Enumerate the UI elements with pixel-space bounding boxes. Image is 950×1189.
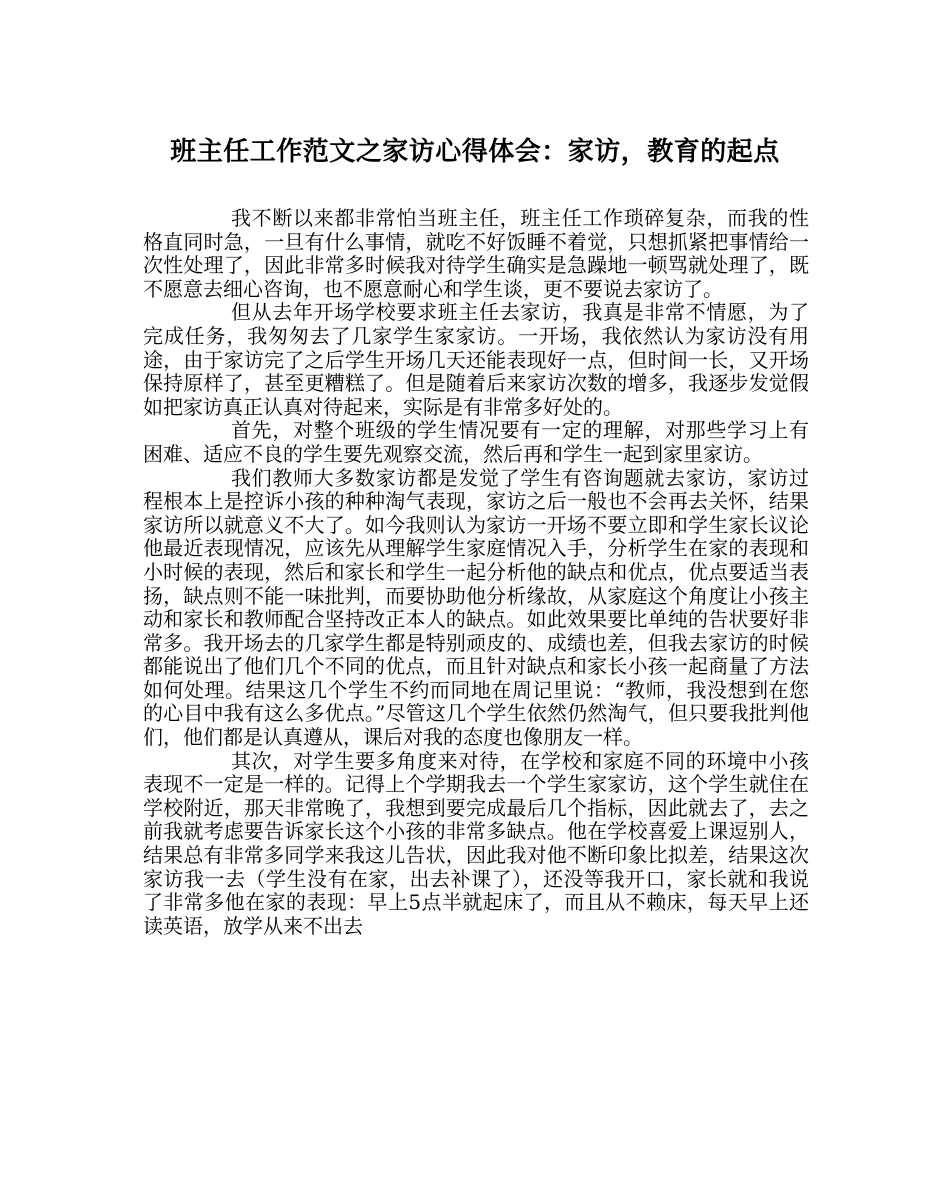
paragraph: 我们教师大多数家访都是发觉了学生有咨询题就去家访，家访过程根本上是控诉小孩的种种淘气表现，家访之后一般也不会再去关怀，结果家访所以就意义不大了。如今我则认为家访一开场不要立即和学生家长议论他最近表现情况，应该先从理解学生家庭情况入手，分析学生在家的表现和小时候的表现，然后和家长和学生一起分析他的缺点和优点，优点要适当表扬，缺点则不能一味批判，而要协助他分析缘故，从家庭这个角度让小孩主动和家长和教师配合坚持改正本人的缺点。如此效果要比单纯的告状要好非常多。我开场去的几家学生都是特别顽皮的、成绩也差，但我去家访的时候都能说出了他们几个不同的优点，而且针对缺点和家长小孩一起商量了方法如何处理。结果这几个学生不约而同地在周记里说：“教师，我没想到在您的心目中我有这么多优点。”尽管这几个学生依然仍然淘气，但只要我批判他们，他们都是认真遵从，课后对我的态度也像朋友一样。 bbox=[143, 465, 809, 750]
paragraph: 其次，对学生要多角度来对待，在学校和家庭不同的环境中小孩表现不一定是一样的。记得上个学期我去一个学生家家访，这个学生就住在学校附近，那天非常晚了，我想到要完成最后几个指标，因此就去了，去之前我就考虑要告诉家长这个小孩的非常多缺点。他在学校喜爱上课逗别人，结果总有非常多同学来我这儿告状，因此我对他不断印象比拟差，结果这次家访我一去（学生没有在家，出去补课了），还没等我开口，家长就和我说了非常多他在家的表现：早上5点半就起床了，而且从不赖床，每天早上还读英语，放学从来不出去 bbox=[143, 748, 809, 938]
paragraph: 但从去年开场学校要求班主任去家访，我真是非常不情愿，为了完成任务，我匆匆去了几家学生家家访。一开场，我依然认为家访没有用途，由于家访完了之后学生开场几天还能表现好一点，但时间一长，又开场保持原样了，甚至更糟糕了。但是随着后来家访次数的增多，我逐步发觉假如把家访真正认真对待起来，实际是有非常多好处的。 bbox=[143, 300, 809, 419]
paragraph: 首先，对整个班级的学生情况要有一定的理解，对那些学习上有困难、适应不良的学生要先观察交流，然后再和学生一起到家里家访。 bbox=[143, 418, 809, 466]
paragraph: 我不断以来都非常怕当班主任，班主任工作琐碎复杂，而我的性格直同时急，一旦有什么事情，就吃不好饭睡不着觉，只想抓紧把事情给一次性处理了，因此非常多时候我对待学生确实是急躁地一顿骂就处理了，既不愿意去细心咨询，也不愿意耐心和学生谈，更不要说去家访了。 bbox=[143, 206, 809, 301]
document-title: 班主任工作范文之家访心得体会：家访，教育的起点 bbox=[170, 137, 780, 167]
document-body bbox=[143, 207, 809, 938]
